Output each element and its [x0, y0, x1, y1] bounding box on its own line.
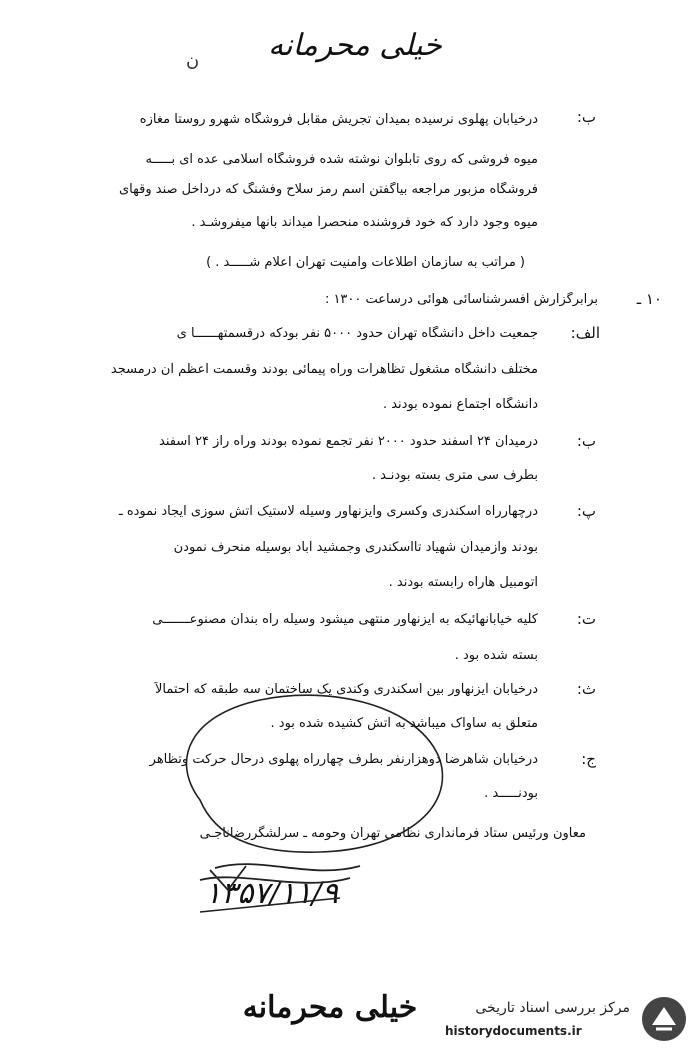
item-number: ۱۰ ـ [636, 290, 662, 308]
subsection-marker: ب: [576, 432, 596, 450]
subsection-marker: ث: [576, 680, 596, 698]
watermark-url: historydocuments.ir [445, 1024, 582, 1038]
text-line: اتومبیل هاراه رابسته بودند . [388, 575, 538, 590]
text-line: میوه فروشی که روی تابلوآن نوشته شده فروشگاه اسلامی عده ای بـــــه [145, 152, 538, 167]
subsection-marker: الف: [570, 324, 600, 342]
text-line: بسته شده بود . [454, 648, 538, 663]
text-line: ( مراتب به سازمان اطلاعات وامنیت تهران اعلام شـــــد . ) [206, 255, 525, 270]
subsection-marker: ج: [581, 750, 596, 768]
text-line: جمعیت داخل دانشگاه تهران حدود ۵۰۰۰ نفر بودکه درقسمتهــــــا ی [176, 326, 538, 341]
text-line: درچهارراه اسکندری وکسری وآیزنهاور وسیله لاستیک آتش سوزی ایجاد نموده ـ [118, 504, 538, 519]
archive-logo-icon [640, 995, 688, 1043]
signature-line: معاون ورئیس ستاد فرمانداری نظامی تهران وحومه ـ سرلشگررضاناجـی [199, 826, 586, 841]
watermark-text: مرکز بررسی اسناد تاریخی [475, 1000, 630, 1016]
text-line: مختلف دانشگاه مشغول تظاهرات وراه پیمائی بودند وقسمت اعظم آن درمسجد [110, 362, 538, 377]
classification-footer: خیلی محرمانه [242, 990, 418, 1025]
text-line: درخیابان پهلوی نرسیده بمیدان تجریش مقابل فروشگاه شهرو روستا مغازه [139, 112, 538, 127]
text-line: بودند وازمیدان شهیاد تااسکندری وجمشید آباد بوسیله منحرف نمودن [173, 540, 538, 555]
text-line: کلیه خیابانهائیکه به آیزنهاور منتهی میشود وسیله راه بندان مصنوعـــــــی [152, 612, 538, 627]
item-heading: برابرگزارش افسرشناسائی هوائی درساعت ۱۳۰۰ : [324, 292, 598, 307]
text-line: بطرف سی متری بسته بودنـد . [371, 468, 538, 483]
text-line: درخیابان آیزنهاور بین اسکندری وکندی یک ساختمان سه طبقه که احتمالاً [154, 682, 538, 697]
text-line: فروشگاه مزبور مراجعه بیاگفتن اسم رمز سلاح وفشنگ که درداخل صند وقهای [119, 182, 538, 197]
tick-mark: ن [186, 50, 200, 71]
handwritten-date: ۱۳۵۷/۱۱/۹ [205, 876, 339, 911]
text-line: دانشگاه اجتماع نموده بودند . [382, 397, 538, 412]
subsection-marker: پ: [576, 502, 596, 520]
text-line: متعلق به ساواک میباشد به آتش کشیده شده بود . [270, 716, 538, 731]
classification-header: خیلی محرمانه [268, 28, 442, 63]
text-line: میوه وجود دارد که خود فروشنده منحصراً میداند بآنها میفروشـد . [191, 215, 538, 230]
subsection-marker: ت: [576, 610, 596, 628]
text-line: درمیدان ۲۴ اسفند حدود ۲۰۰۰ نفر تجمع نموده بودند وراه راز ۲۴ اسفند [159, 434, 538, 449]
section-b-marker: ب: [576, 108, 596, 126]
text-line: بودنـــــد . [484, 786, 538, 801]
text-line: درخیابان شاهرضا دوهزارنفر بطرف چهارراه پهلوی درحال حرکت وتظاهر [149, 752, 538, 767]
